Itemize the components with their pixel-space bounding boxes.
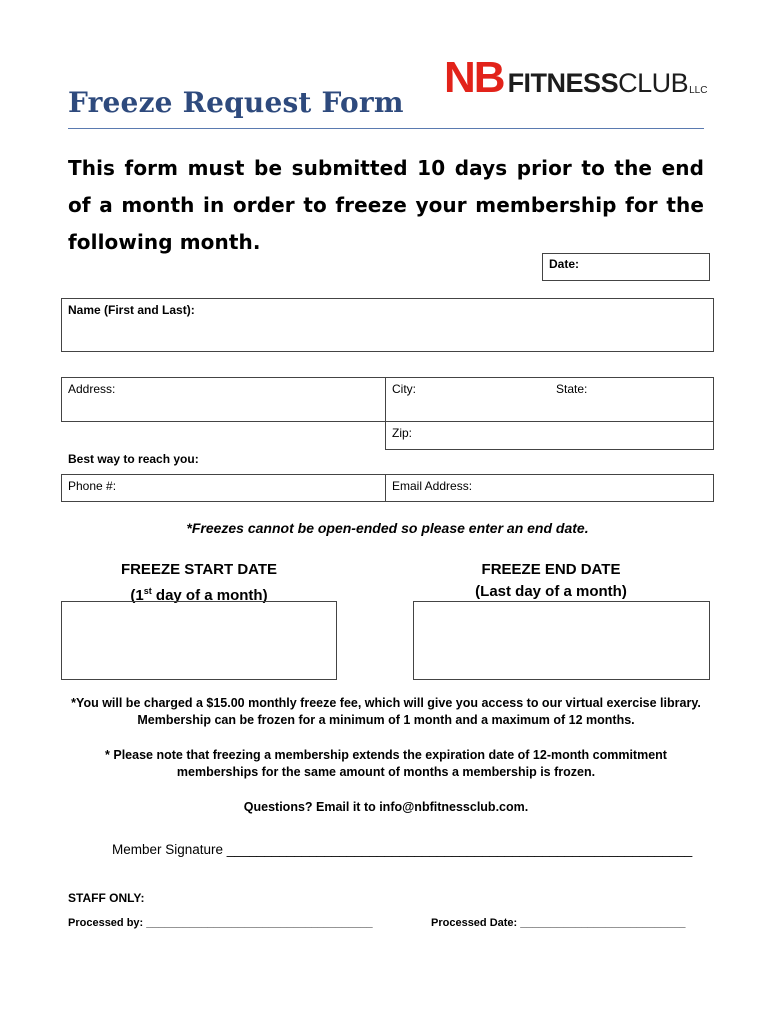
start-sub-sup: st: [143, 586, 152, 596]
email-field[interactable]: [385, 474, 714, 502]
email-label: Email Address:: [392, 479, 473, 493]
state-label: State:: [556, 382, 588, 396]
freeze-end-note: *Freezes cannot be open-ended so please enter an end date.: [186, 520, 589, 536]
freeze-end-date-input[interactable]: [413, 601, 710, 680]
fee-note: *You will be charged a $15.00 monthly freeze fee, which will give you access to our virtual exercise library. Membership can be frozen for a minimum of 1 month and a maximum of 12 months.: [71, 696, 701, 727]
name-label: Name (First and Last):: [68, 303, 195, 317]
logo-nb: NB: [444, 53, 504, 102]
freeze-start-title: FREEZE START DATE: [120, 561, 278, 578]
logo-club: CLUB: [618, 68, 689, 98]
date-label: Date:: [549, 257, 580, 271]
staff-only-title: STAFF ONLY:: [68, 891, 145, 905]
member-signature-line[interactable]: Member Signature ______________________________________________________________: [112, 842, 693, 857]
address-label: Address:: [68, 382, 116, 396]
city-state-field[interactable]: [385, 377, 714, 422]
logo-llc: LLC: [689, 85, 708, 96]
processed-by-line[interactable]: Processed by: _____________________________________: [68, 917, 373, 929]
phone-label: Phone #:: [68, 479, 117, 493]
processed-date-line[interactable]: Processed Date: ___________________________: [431, 917, 686, 929]
city-label: City:: [392, 382, 416, 396]
name-field[interactable]: [61, 298, 714, 352]
expiration-note: * Please note that freezing a membership extends the expiration date of 12-month commitment memberships for the same amount of months a membership is frozen.: [105, 748, 667, 779]
freeze-end-title: FREEZE END DATE: [481, 561, 621, 578]
freeze-end-subtitle: (Last day of a month): [475, 583, 627, 600]
page-title: Freeze Request Form: [68, 86, 404, 119]
phone-field[interactable]: [61, 474, 386, 502]
zip-field[interactable]: [385, 421, 714, 450]
freeze-start-date-input[interactable]: [61, 601, 337, 680]
logo-fitness: FITNESS: [507, 68, 619, 98]
start-sub-post: day of a month): [151, 587, 268, 604]
start-sub-pre: (1: [130, 587, 144, 604]
date-field[interactable]: [542, 253, 710, 281]
best-way-label: Best way to reach you:: [68, 452, 199, 466]
company-logo: [444, 53, 708, 102]
zip-label: Zip:: [392, 426, 413, 440]
title-rule: [68, 128, 704, 129]
questions-note: Questions? Email it to info@nbfitnessclub.com.: [243, 800, 529, 814]
intro-text: This form must be submitted 10 days prior to the end of a month in order to freeze your membership for the following month.: [68, 156, 704, 254]
address-field[interactable]: [61, 377, 386, 422]
